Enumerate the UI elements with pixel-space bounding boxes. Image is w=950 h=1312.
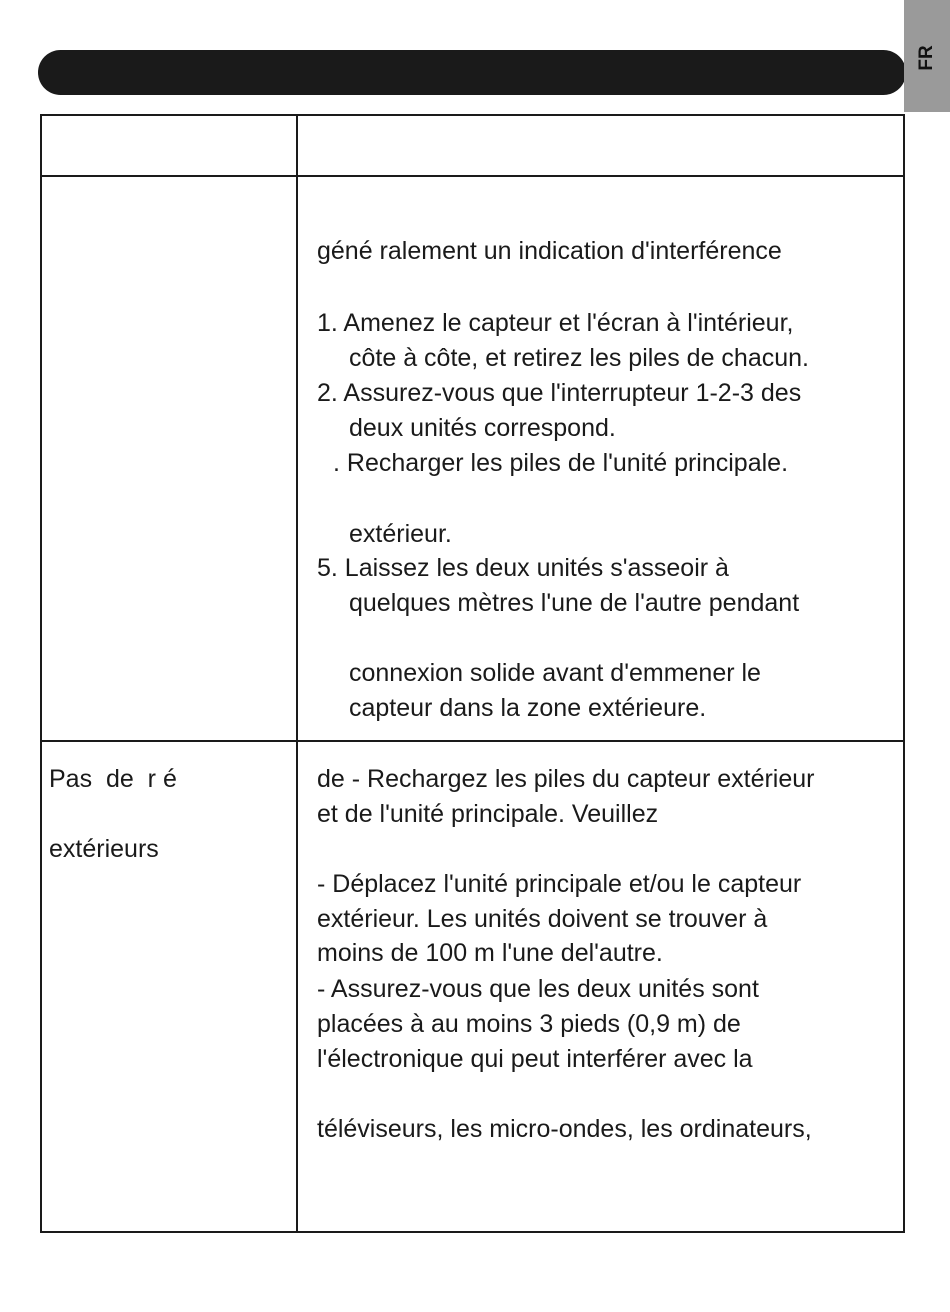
solution-text: extérieur.: [349, 520, 452, 548]
solution-text: . Recharger les piles de l'unité principale.: [333, 449, 789, 477]
solution-text: quelques mètres l'une de l'autre pendant: [349, 589, 800, 617]
column-divider: [296, 116, 298, 1231]
language-tab: [904, 0, 950, 112]
solution-text: 5. Laissez les deux unités s'asseoir à: [317, 554, 729, 582]
problem-text: Pas de r é: [49, 765, 177, 793]
solution-text: placées à au moins 3 pieds (0,9 m) de: [317, 1010, 741, 1038]
solution-text: côte à côte, et retirez les piles de chacun.: [349, 344, 809, 372]
solution-text: 1. Amenez le capteur et l'écran à l'intérieur,: [317, 309, 794, 337]
language-tab-label: FR: [916, 45, 937, 71]
solution-text: téléviseurs, les micro-ondes, les ordinateurs,: [317, 1115, 812, 1143]
solution-text: deux unités correspond.: [349, 414, 616, 442]
solution-text: et de l'unité principale. Veuillez: [317, 800, 659, 828]
row-divider-2: [42, 740, 903, 742]
troubleshooting-table: [40, 114, 905, 1233]
solution-text: géné ralement un indication d'interférence: [317, 237, 782, 265]
solution-text: de - Rechargez les piles du capteur extérieur: [317, 765, 815, 793]
solution-text: connexion solide avant d'emmener le: [349, 659, 761, 687]
solution-text: l'électronique qui peut interférer avec la: [317, 1045, 753, 1073]
solution-text: extérieur. Les unités doivent se trouver à: [317, 905, 768, 933]
header-bar: [38, 50, 906, 95]
solution-text: - Assurez-vous que les deux unités sont: [317, 975, 759, 1003]
row-divider-1: [42, 175, 903, 177]
solution-text: capteur dans la zone extérieure.: [349, 694, 707, 722]
solution-text: 2. Assurez-vous que l'interrupteur 1-2-3 des: [317, 379, 802, 407]
solution-text: - Déplacez l'unité principale et/ou le capteur: [317, 870, 802, 898]
problem-text: extérieurs: [49, 835, 159, 863]
solution-text: moins de 100 m l'une del'autre.: [317, 939, 663, 967]
